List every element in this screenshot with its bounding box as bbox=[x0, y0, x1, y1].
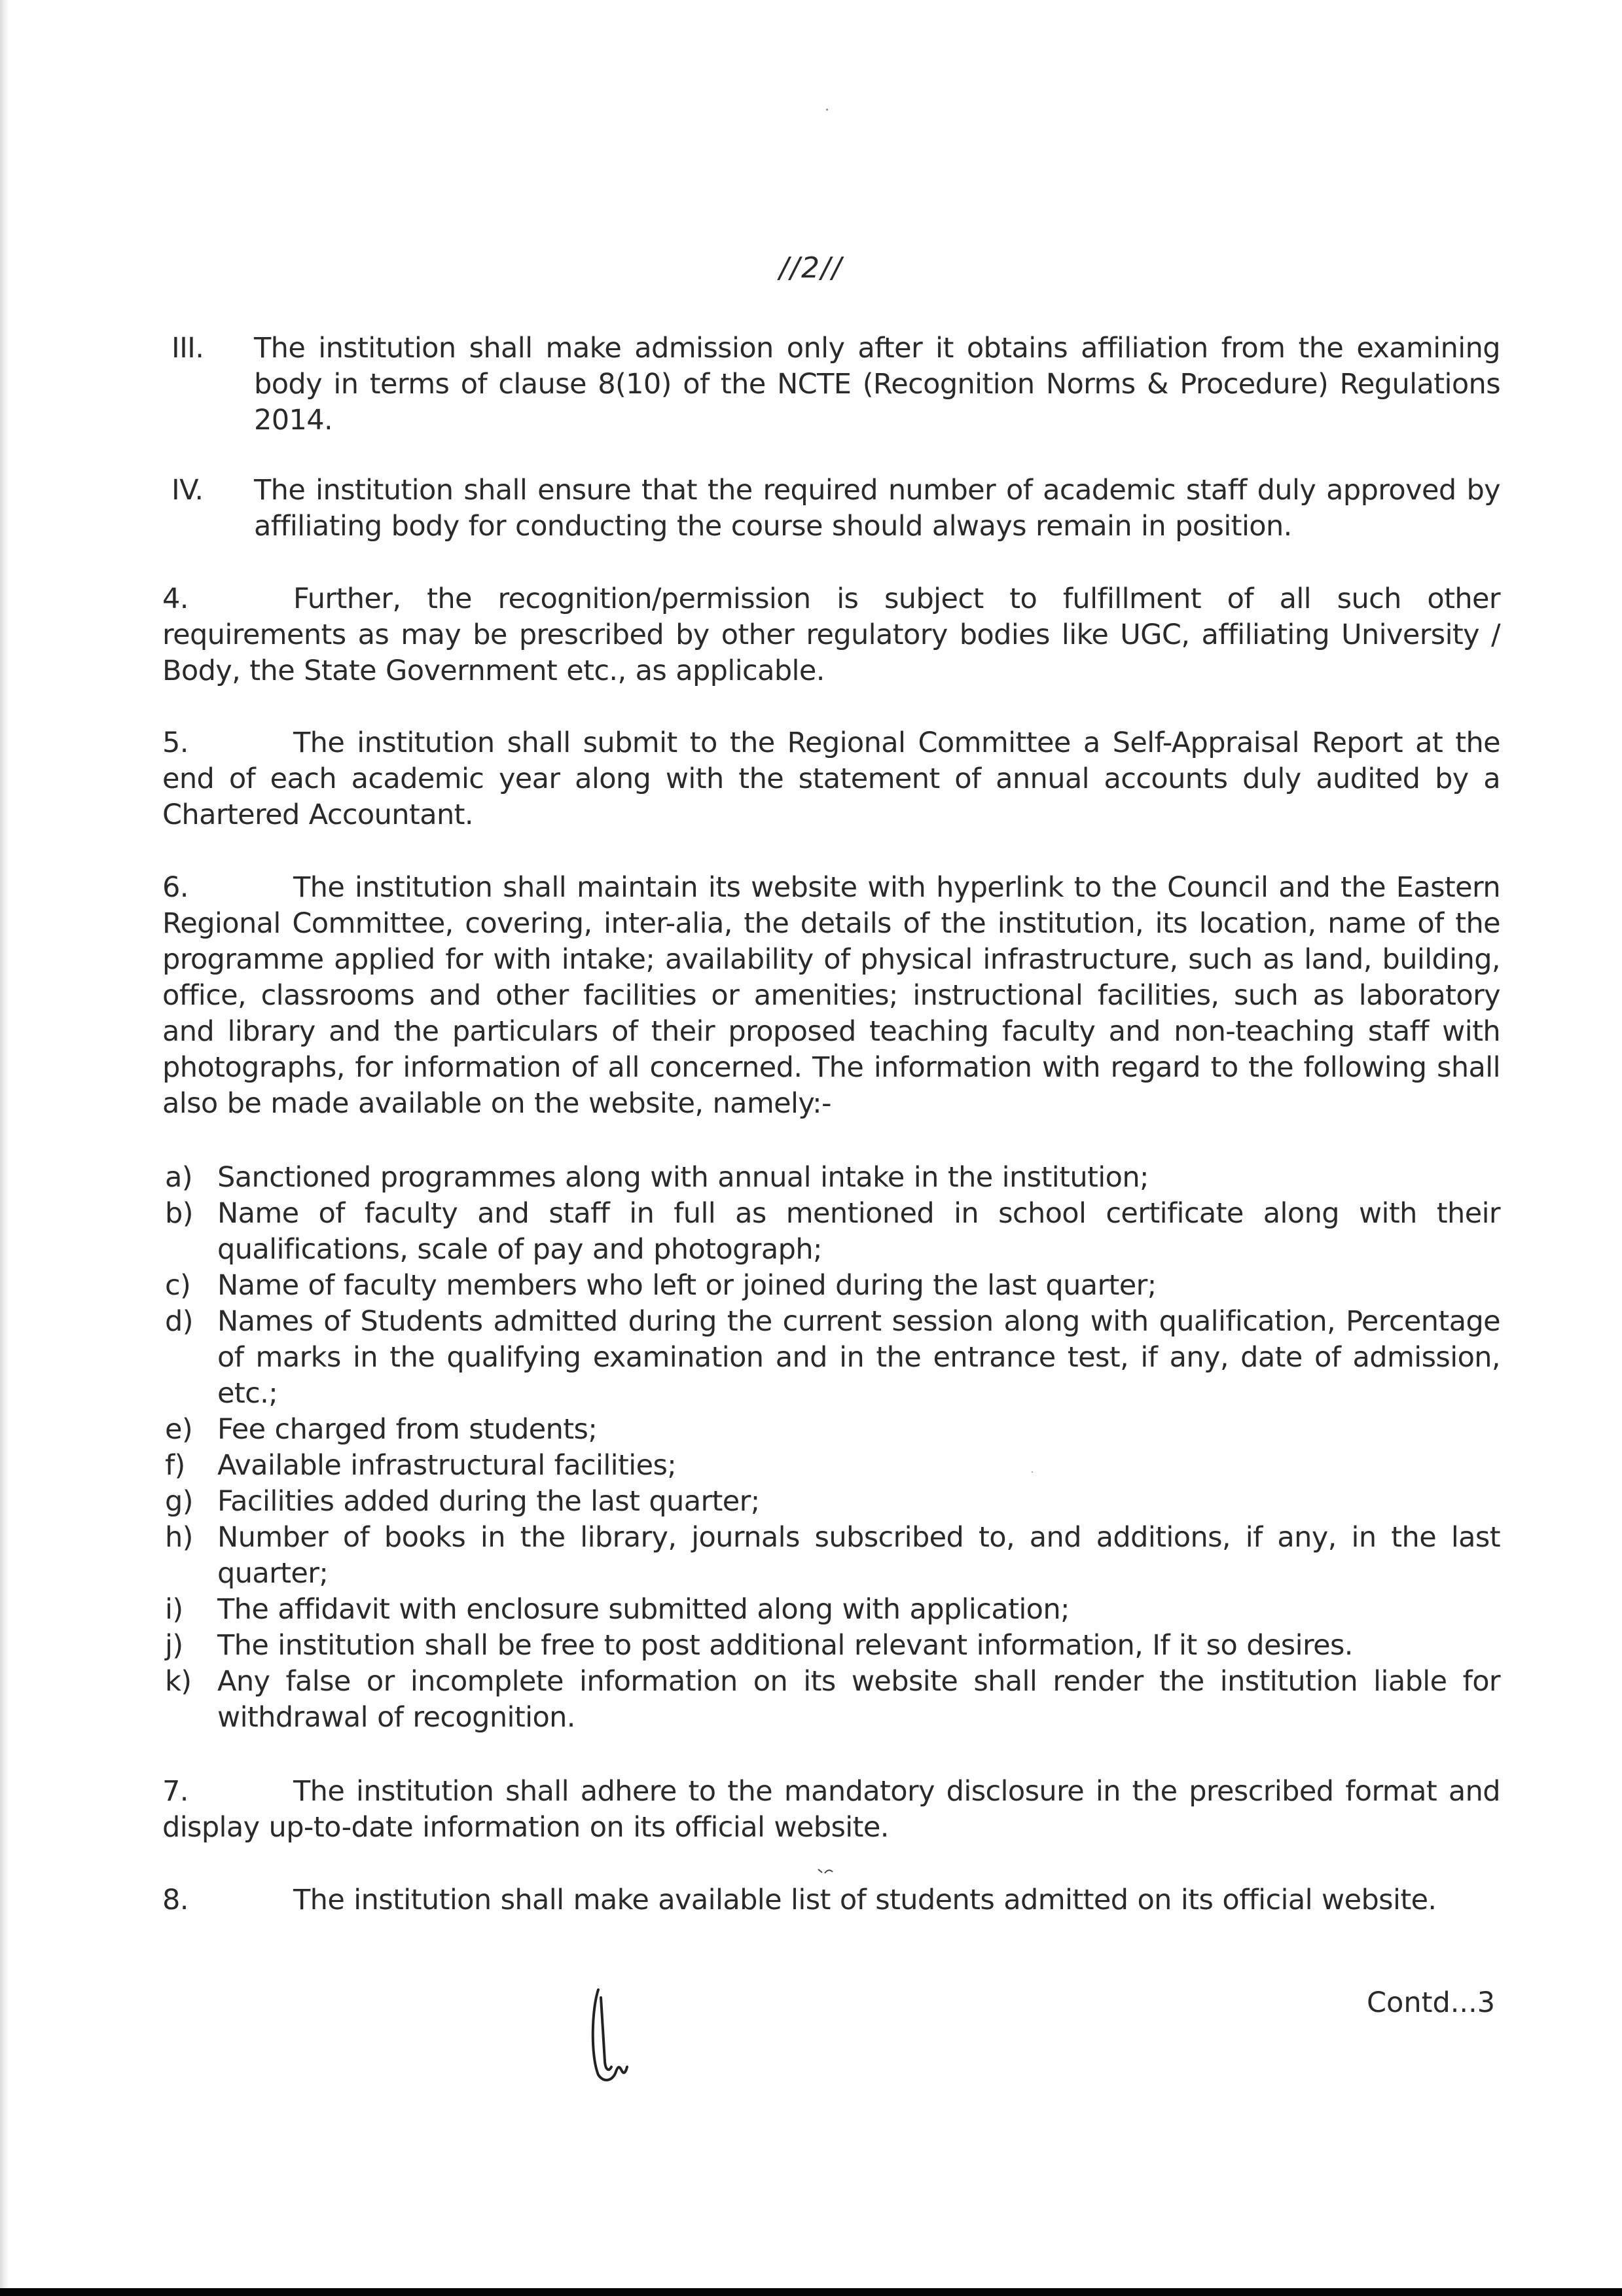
list-item-text: Number of books in the library, journals subscribed to, and additions, if any, in the last quarter; bbox=[217, 1521, 1500, 1590]
list-item-text: Names of Students admitted during the current session along with qualification, Percentage of marks in the qualifying examination and in the entrance test, if any, date of admission, etc.; bbox=[217, 1305, 1500, 1410]
clause-text: The institution shall ensure that the required number of academic staff duly approved by affiliating body for conducting the course should always remain in position. bbox=[254, 474, 1500, 543]
clause-text: The institution shall make admission only after it obtains affiliation from the examining body in terms of clause 8(10) of the NCTE (Recognition Norms & Procedure) Regulations 2014. bbox=[254, 332, 1500, 437]
continuation-marker: Contd...3 bbox=[1367, 1986, 1496, 2019]
website-disclosure-list bbox=[165, 1160, 1500, 1736]
list-letter: h) bbox=[165, 1521, 193, 1554]
list-item bbox=[165, 1160, 1500, 1196]
list-letter: i) bbox=[165, 1593, 183, 1626]
list-letter: f) bbox=[165, 1449, 185, 1482]
list-item-text: Sanctioned programmes along with annual intake in the institution; bbox=[217, 1161, 1149, 1194]
list-item bbox=[165, 1268, 1500, 1304]
list-item-text: Facilities added during the last quarter; bbox=[217, 1485, 760, 1518]
list-letter: d) bbox=[165, 1305, 193, 1338]
list-item bbox=[165, 1304, 1500, 1412]
list-letter: c) bbox=[165, 1269, 191, 1302]
paragraph-text: The institution shall submit to the Regional Committee a Self-Appraisal Report at the end of each academic year along with the statement of annual accounts duly audited by a Chartered Accountant. bbox=[162, 726, 1500, 831]
list-item-text: Available infrastructural facilities; bbox=[217, 1449, 677, 1482]
scan-speck bbox=[826, 109, 828, 111]
list-item bbox=[165, 1196, 1500, 1268]
page-number-marker: //2// bbox=[779, 251, 843, 285]
paragraph-number: 5. bbox=[162, 726, 189, 759]
list-item bbox=[165, 1448, 1500, 1484]
paragraph-text: The institution shall adhere to the mandatory disclosure in the prescribed format and display up-to-date information on its official website. bbox=[162, 1775, 1500, 1844]
list-item bbox=[165, 1664, 1500, 1736]
list-item bbox=[165, 1412, 1500, 1448]
list-letter: a) bbox=[165, 1161, 192, 1194]
clause-iv bbox=[171, 473, 1500, 545]
signature-initials-icon bbox=[589, 1983, 668, 2088]
pen-mark-icon bbox=[817, 1867, 837, 1876]
scan-left-edge bbox=[0, 0, 9, 2296]
list-letter: g) bbox=[165, 1485, 193, 1518]
list-item bbox=[165, 1592, 1500, 1628]
paragraph-number: 7. bbox=[162, 1775, 189, 1808]
list-item-text: Name of faculty and staff in full as mentioned in school certificate along with their qualifications, scale of pay and photograph; bbox=[217, 1197, 1500, 1266]
paragraph-4 bbox=[162, 581, 1500, 689]
list-item-text: The institution shall be free to post additional relevant information, If it so desires. bbox=[217, 1629, 1353, 1662]
paragraph-7 bbox=[162, 1774, 1500, 1846]
paragraph-5 bbox=[162, 725, 1500, 833]
paragraph-8 bbox=[162, 1882, 1500, 1918]
list-item-text: The affidavit with enclosure submitted along with application; bbox=[217, 1593, 1070, 1626]
list-letter: e) bbox=[165, 1413, 193, 1446]
list-item bbox=[165, 1628, 1500, 1664]
clause-iii bbox=[171, 331, 1500, 439]
paragraph-6 bbox=[162, 870, 1500, 1122]
clause-number: III. bbox=[171, 332, 204, 365]
list-letter: k) bbox=[165, 1665, 192, 1698]
list-letter: b) bbox=[165, 1197, 193, 1230]
list-item-text: Name of faculty members who left or joined during the last quarter; bbox=[217, 1269, 1157, 1302]
list-item bbox=[165, 1484, 1500, 1520]
paragraph-number: 8. bbox=[162, 1884, 189, 1916]
paragraph-text: The institution shall make available list of students admitted on its official website. bbox=[293, 1884, 1437, 1916]
list-item bbox=[165, 1520, 1500, 1592]
paragraph-number: 4. bbox=[162, 583, 189, 615]
paragraph-text: The institution shall maintain its website with hyperlink to the Council and the Eastern Regional Committee, covering, inter-alia, the details of the institution, its location, name of the programme applied for with intake; availability of physical infrastructure, such as land, building, office, classrooms and other facilities or amenities; instructional facilities, such as laboratory and library and the particulars of their proposed teaching faculty and non-teaching staff with photographs, for information of all concerned. The information with regard to the following shall also be made available on the website, namely:- bbox=[162, 871, 1500, 1120]
list-item-text: Any false or incomplete information on its website shall render the institution liable for withdrawal of recognition. bbox=[217, 1665, 1500, 1734]
paragraph-text: Further, the recognition/permission is subject to fulfillment of all such other requirements as may be prescribed by other regulatory bodies like UGC, affiliating University / Body, the State Government etc., as applicable. bbox=[162, 583, 1500, 687]
scan-bottom-edge bbox=[0, 2288, 1622, 2296]
clause-number: IV. bbox=[171, 474, 204, 507]
list-letter: j) bbox=[165, 1629, 183, 1662]
paragraph-number: 6. bbox=[162, 871, 189, 904]
list-item-text: Fee charged from students; bbox=[217, 1413, 598, 1446]
